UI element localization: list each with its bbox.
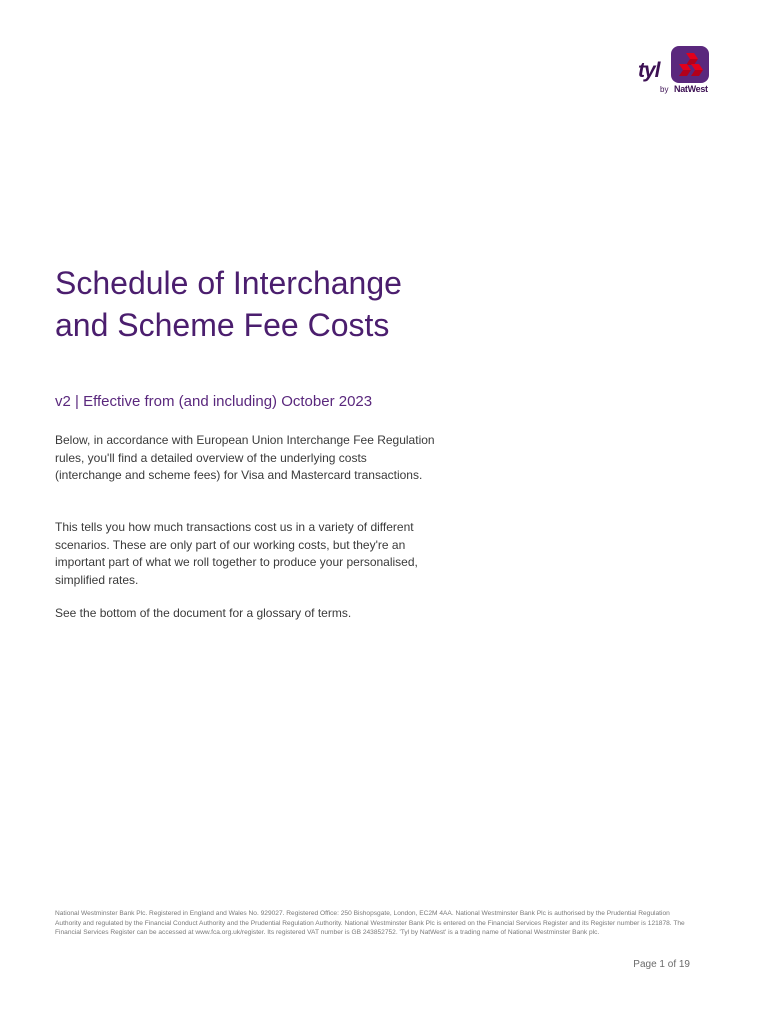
- glossary-note: See the bottom of the document for a glossary of terms.: [55, 606, 352, 620]
- logo-by-text: by: [660, 85, 669, 94]
- legal-disclaimer: National Westminster Bank Plc. Registered in England and Wales No. 929027. Registered Office: 250 Bishopsgate, London, EC2M 4AA. National Westminster Bank Plc is authorised by the Prudential Regulation Authority and regulated by the Financial Conduct Authority and the Prudential Regulation Authority. National Westminster Bank Plc is entered on the Financial Services Register and its Register number is 121878. The Financial Services Register can be accessed at www.fca.org.uk/register. Its registered VAT number is GB 243852752. 'Tyl by NatWest' is a trading name of National Westminster Bank plc.: [55, 910, 685, 937]
- version-subtitle: v2 | Effective from (and including) October 2023: [55, 393, 373, 410]
- title-line-1: Schedule of Interchange: [55, 265, 402, 301]
- intro-paragraph: Below, in accordance with European Union Interchange Fee Regulation rules, you'll find a detailed overview of the underlying costs (interchange and scheme fees) for Visa and Mastercard transactions.: [55, 433, 435, 483]
- document-title: [55, 262, 575, 346]
- page-number: Page 1 of 19: [633, 959, 690, 970]
- natwest-cubes-icon: [671, 46, 709, 83]
- title-line-2: and Scheme Fee Costs: [55, 307, 390, 343]
- logo-brand-text: NatWest: [674, 84, 708, 94]
- tyl-natwest-logo: [636, 46, 710, 98]
- logo-wordmark: tyl: [638, 59, 660, 82]
- explanation-paragraph: This tells you how much transactions cost us in a variety of different scenarios. These are only part of our working costs, but they're an important part of what we roll together to produce your personalised, simplified rates.: [55, 520, 418, 587]
